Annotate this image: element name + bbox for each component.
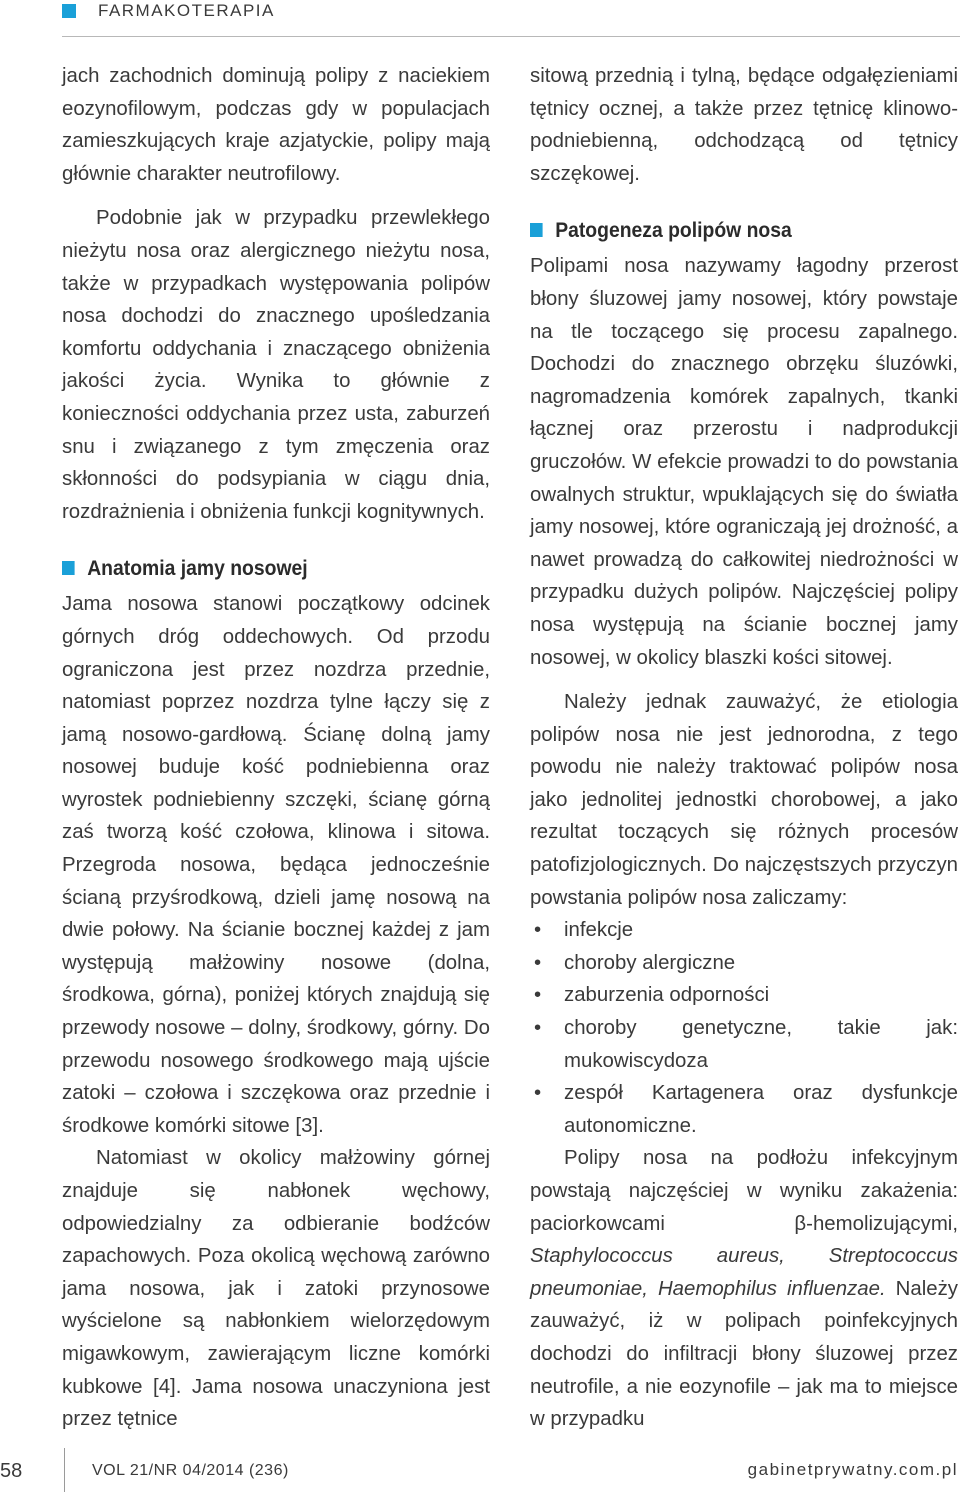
heading-text: Anatomia jamy nosowej — [87, 556, 308, 581]
section-title: FARMAKOTERAPIA — [98, 1, 275, 20]
issue-info: VOL 21/NR 04/2014 (236) — [92, 1462, 289, 1479]
bullet-icon: • — [534, 1017, 542, 1040]
footer-divider — [64, 1448, 65, 1492]
list-item-text: choroby genetyczne, takie jak: mukowiscydoza — [564, 1017, 958, 1072]
list-item — [530, 947, 958, 980]
left-column — [62, 60, 490, 1436]
heading-marker-square — [62, 561, 75, 575]
paragraph: Podobnie jak w przypadku przewlekłego nieżytu nosa oraz alergicznego nieżytu nosa, także w przypadkach występowania polipów nosa dochodzi do znacznego upośledzania komfortu oddychania i znaczącego obniżenia jakości życia. Wynika to głównie z konieczności oddychania przez usta, zaburzeń snu i związanego z tym zmęczenia oraz skłonności do podsypiania w ciągu dnia, rozdrażnienia i obniżenia funkcji kognitywnych. — [62, 207, 490, 523]
section-header — [62, 0, 275, 22]
list-item — [530, 1077, 958, 1142]
section-marker-square — [62, 4, 76, 18]
paragraph-text: Polipy nosa na podłożu infekcyjnym powstają najczęściej w wyniku zakażenia: paciorkowcami β-hemolizującymi, — [530, 1147, 958, 1235]
website-link[interactable]: gabinetprywatny.com.pl — [747, 1460, 958, 1479]
section-heading-anatomy — [62, 552, 447, 584]
list-item-text: zaburzenia odporności — [564, 984, 770, 1007]
paragraph: Jama nosowa stanowi początkowy odcinek górnych dróg oddechowych. Od przodu ograniczona jest przez nozdrza przednie, natomiast poprzez nozdrza tylne łączy się z jamą nosowo-gardłową. Ścianę dolną jamy nosowej buduje kość podniebienna oraz wyrostek podniebienny szczęki, ścianę górną zaś tworzą kość czołowa, klinowa i sitowa. Przegroda nosowa, będąca jednocześnie ścianą przyśrodkową, dzieli jamę nosową na dwie połowy. Na ścianie bocznej każdej z jam występują małżowiny nosowe (dolna, środkowa, górna), poniżej których znajdują się przewody nosowe – dolny, środkowy, górny. Do przewodu nosowego środkowego mają ujście zatoki – czołowa i szczękowa oraz przednie i środkowe komórki sitowe [3]. — [62, 593, 490, 1137]
paragraph: Natomiast w okolicy małżowiny górnej znajduje się nabłonek węchowy, odpowiedzialny za odbieranie bodźców zapachowych. Poza okolicą węchową zarówno jama nosowa, jak i zatoki przynosowe wyścielone są nabłonkiem wielorzędowym migawkowym, zawierającym liczne komórki kubkowe [4]. Jama nosowa unaczyniona jest przez tętnice — [62, 1147, 490, 1431]
bullet-icon: • — [534, 1082, 542, 1105]
heading-marker-square — [530, 223, 543, 237]
bullet-icon: • — [534, 984, 542, 1007]
right-column — [530, 60, 958, 1436]
causes-list — [530, 914, 958, 1142]
list-item-text: zespół Kartagenera oraz dysfunkcje autonomiczne. — [564, 1082, 958, 1137]
bullet-icon: • — [534, 919, 542, 942]
bullet-icon: • — [534, 951, 542, 974]
section-heading-pathogenesis — [530, 214, 915, 246]
heading-text: Patogeneza polipów nosa — [555, 218, 792, 243]
paragraph: Polipami nosa nazywamy łagodny przerost błony śluzowej jamy nosowej, który powstaje na tle toczącego się procesu zapalnego. Dochodzi do znacznego obrzęku śluzówki, nagromadzenia komórek zapalnych, tkanki łącznej oraz przerostu i nadprodukcji gruczołów. W efekcie prowadzi to do powstania owalnych struktur, wpuklających się do światła jamy nosowej, które ograniczają jej drożność, a nawet prowadzą do całkowitej niedrożności w przypadku dużych polipów. Najczęściej polipy nosa występują na ścianie bocznej jamy nosowej, w okolicy blaszki kości sitowej. — [530, 255, 958, 669]
page-number: 58 — [0, 1460, 23, 1482]
paragraph: sitową przednią i tylną, będące odgałęzieniami tętnicy ocznej, a także przez tętnicę klinowo-podniebienną, odchodzącą od tętnicy szczękowej. — [530, 65, 958, 185]
list-item — [530, 914, 958, 947]
list-item-text: infekcje — [564, 919, 634, 942]
bacteria-names: Staphylococcus aureus, Streptococcus pneumoniae, Haemophilus influenzae. — [530, 1245, 958, 1300]
paragraph: Należy jednak zauważyć, że etiologia polipów nosa nie jest jednorodna, z tego powodu nie należy traktować polipów nosa jako jednolitej jednostki chorobowej, a jako rezultat toczących się różnych procesów patofizjologicznych. Do najczęstszych przyczyn powstania polipów nosa zaliczamy: — [530, 691, 958, 909]
paragraph-text: Należy zauważyć, iż w polipach poinfekcyjnych dochodzi do infiltracji błony śluzowej przez neutrofile, a nie eozynofile – jak ma to miejsce w przypadku — [530, 1277, 958, 1431]
paragraph — [530, 1142, 958, 1435]
list-item — [530, 979, 958, 1012]
list-item-text: choroby alergiczne — [564, 951, 736, 974]
header-rule — [62, 36, 960, 37]
paragraph: jach zachodnich dominują polipy z naciekiem eozynofilowym, podczas gdy w populacjach zamieszkujących kraje azjatyckie, polipy mają głównie charakter neutrofilowy. — [62, 65, 490, 185]
list-item — [530, 1012, 958, 1077]
